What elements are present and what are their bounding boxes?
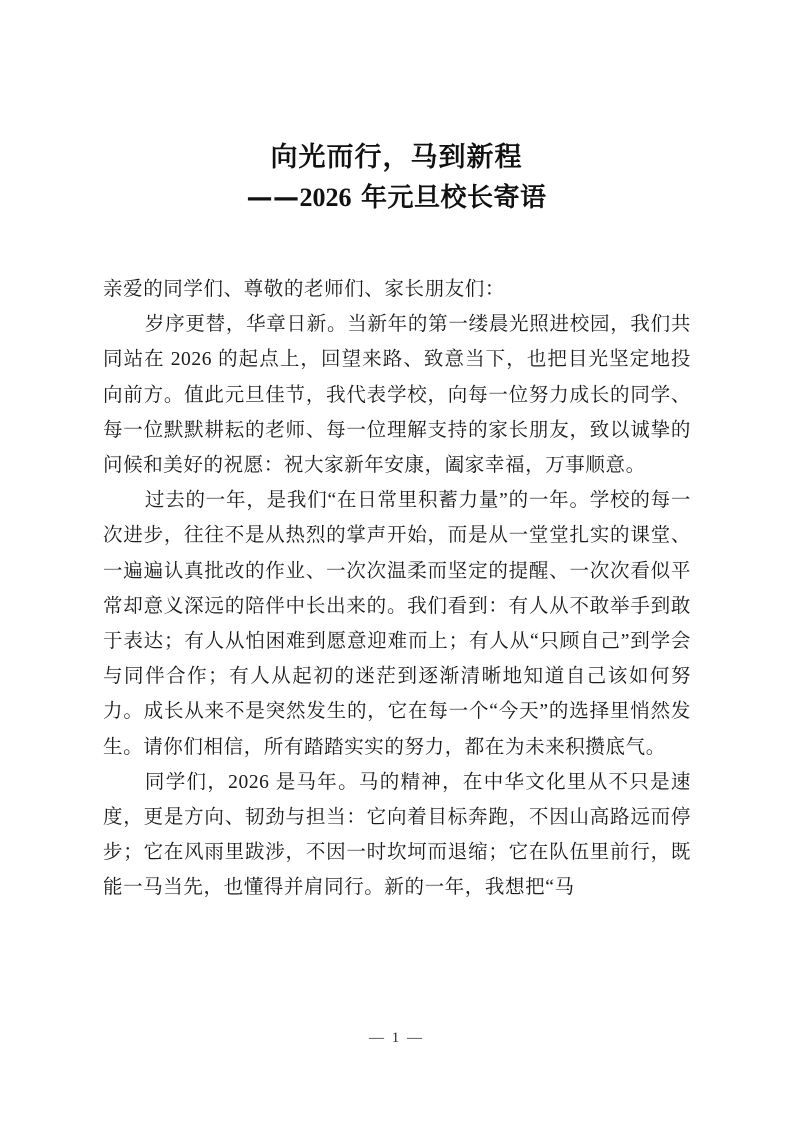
subtitle-dash: —— bbox=[246, 183, 300, 213]
subtitle-year: 2026 bbox=[299, 183, 352, 212]
paragraph-1: 岁序更替，华章日新。当新年的第一缕晨光照进校园，我们共同站在 2026 的起点上，回望来路、致意当下，也把目光坚定地投向前方。值此元旦佳节，我代表学校，向每一位努力成长的同学、每一位默默耕耘的老师、每一位理解支持的家长朋友，致以诚挚的问候和美好的祝愿：祝大家新年安康，阖家幸福，万事顺意。 bbox=[103, 314, 691, 477]
page-number-footer: — 1 — bbox=[369, 1030, 424, 1046]
subtitle-suffix: 年元旦校长寄语 bbox=[351, 183, 547, 213]
paragraph-3: 同学们，2026 是马年。马的精神，在中华文化里从不只是速度，更是方向、韧劲与担当：它向着目标奔跑，不因山高路远而停步；它在风雨里跋涉，不因一时坎坷而退缩；它在队伍里前行，既能一马当先，也懂得并肩同行。新的一年，我想把“马 bbox=[103, 771, 691, 899]
salutation-line: 亲爱的同学们、尊敬的老师们、家长朋友们： bbox=[103, 279, 506, 300]
document-body bbox=[103, 272, 691, 906]
document-subtitle bbox=[0, 178, 793, 218]
title-block bbox=[0, 138, 793, 218]
paragraph-2: 过去的一年，是我们“在日常里积蓄力量”的一年。学校的每一次进步，往往不是从热烈的掌声开始，而是从一堂堂扎实的课堂、一遍遍认真批改的作业、一次次温柔而坚定的提醒、一次次看似平常却意义深远的陪伴中长出来的。我们看到：有人从不敢举手到敢于表达；有人从怕困难到愿意迎难而上；有人从“只顾自己”到学会与同伴合作；有人从起初的迷茫到逐渐清晰地知道自己该如何努力。成长从来不是突然发生的，它在每一个“今天”的选择里悄然发生。请你们相信，所有踏踏实实的努力，都在为未来积攒底气。 bbox=[103, 490, 691, 758]
document-title: 向光而行，马到新程 bbox=[270, 142, 523, 173]
